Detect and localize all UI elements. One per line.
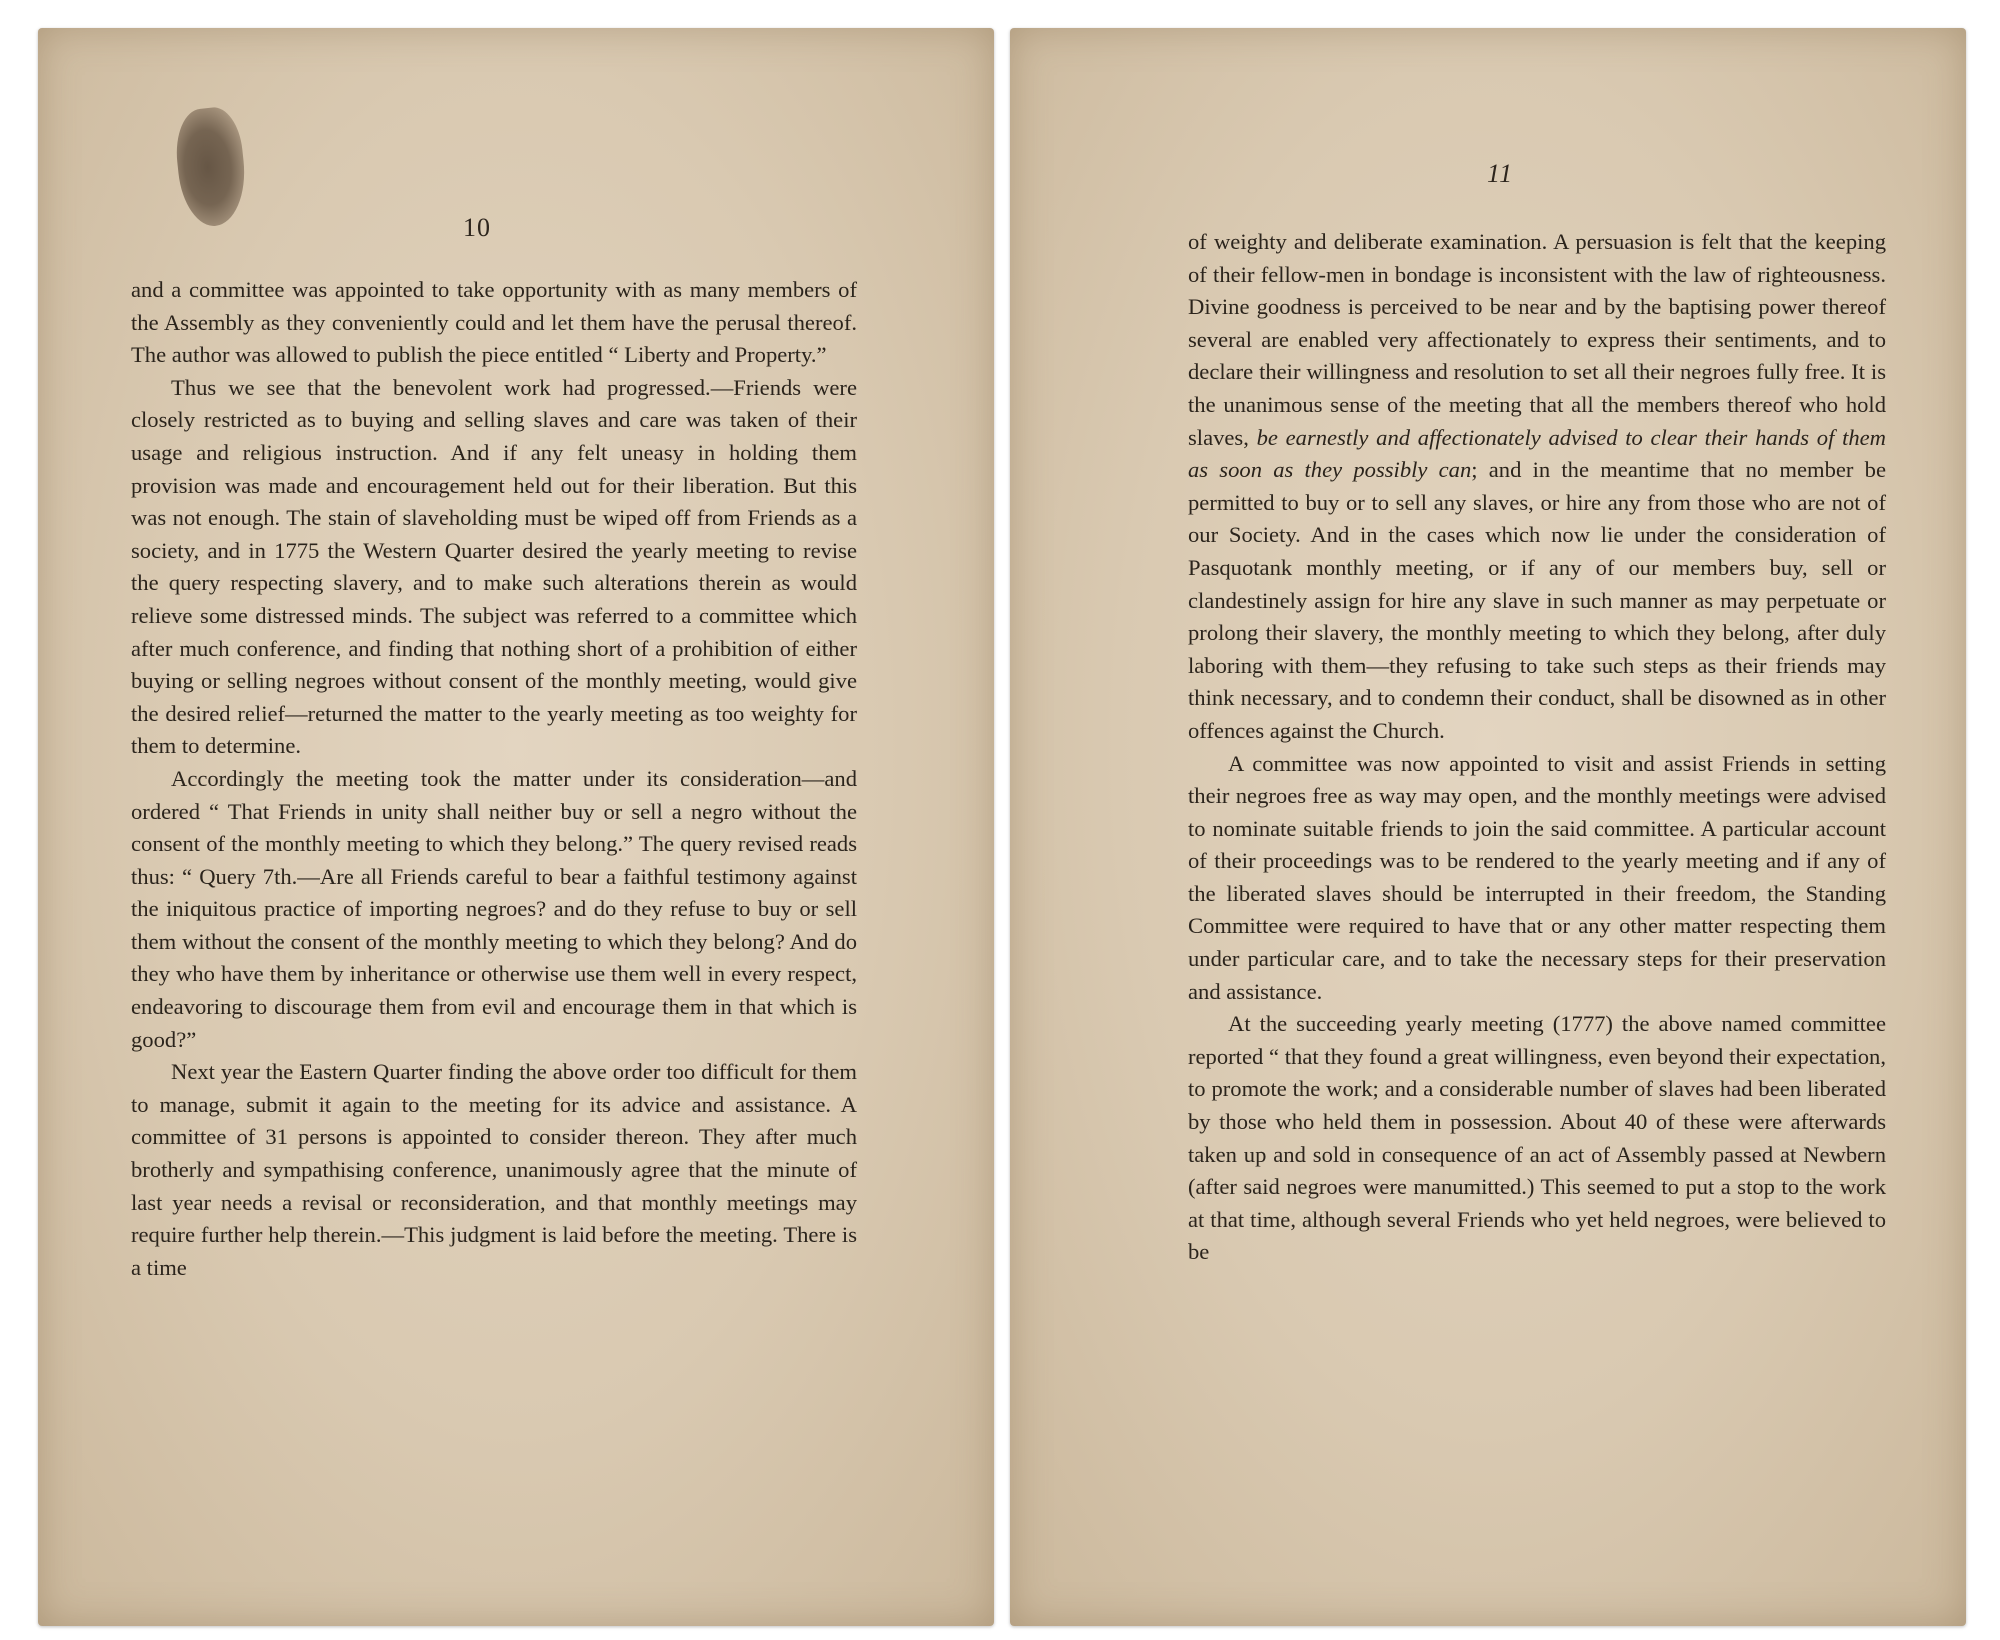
italic-emphasis: be earnestly and affectionately advised to clear their hands of them as soon as they possibly can xyxy=(1188,424,1886,483)
paragraph: Thus we see that the benevolent work had progressed.—Friends were closely restricted as to buying and selling slaves and care was taken of their usage and religious instruction. And if any felt uneasy in holding them provision was made and encouragement held out for their liberation. But this was not enough. The stain of slaveholding must be wiped off from Friends as a society, and in 1775 the Western Quarter desired the yearly meeting to revise the query respecting slavery, and to make such alterations therein as would relieve some distressed minds. The subject was referred to a committee which after much conference, and finding that nothing short of a prohibition of either buying or selling negroes without consent of the monthly meeting, would give the desired relief—returned the matter to the yearly meeting as too weighty for them to determine. xyxy=(131,374,857,759)
paragraph-text: ; and in the meantime that no member be permitted to buy or to sell any slaves, or hire any from those who are not of our Society. And in the cases which now lie under the consideration of Pasquotank monthly meeting, or if any of our members buy, sell or clandestinely assign for hire any slave in such manner as may perpetuate or prolong their slavery, the monthly meeting to which they belong, after duly laboring with them—they refusing to take such steps as their friends may think necessary, and to condemn their conduct, shall be disowned as in other offences against the Church. xyxy=(1188,457,1886,743)
page-number-right: 11 xyxy=(1487,159,1514,188)
right-page-text xyxy=(1188,226,1886,1269)
paragraph: A committee was now appointed to visit and assist Friends in setting their negroes free as way may open, and the monthly meetings were advised to nominate suitable friends to join the said committee. A particular account of their proceedings was to be rendered to the yearly meeting and if any of the liberated slaves should be interrupted in their freedom, the Standing Committee were required to have that or any other matter respecting them under particular care, and to take the necessary steps for their preservation and assistance. xyxy=(1188,750,1886,1004)
page-number-left: 10 xyxy=(463,213,491,242)
paragraph: Accordingly the meeting took the matter under its consideration—and ordered “ That Friends in unity shall neither buy or sell a negro without the consent of the monthly meeting to which they belong.” The query revised reads thus: “ Query 7th.—Are all Friends careful to bear a faithful testimony against the iniquitous practice of importing negroes? and do they refuse to buy or sell them without the consent of the monthly meeting to which they belong? And do they who have them by inheritance or otherwise use them well in every respect, endeavoring to discourage them from evil and encourage them in that which is good?” xyxy=(131,765,857,1052)
paragraph-text: of weighty and deliberate examination. A persuasion is felt that the keeping of their fellow-men in bondage is inconsistent with the law of righteousness. Divine goodness is perceived to be near and by the baptising power thereof several are enabled very affectionately to express their sentiments, and to declare their willingness and resolution to set all their negroes fully free. It is the unanimous sense of the meeting that all the members thereof who hold slaves, xyxy=(1188,229,1886,450)
paragraph xyxy=(1188,226,1886,748)
paragraph: Next year the Eastern Quarter finding the above order too difficult for them to manage, submit it again to the meeting for its advice and assistance. A committee of 31 persons is appointed to consider thereon. They after much brotherly and sympathising conference, unanimously agree that the minute of last year needs a revisal or reconsideration, and that monthly meetings may require further help therein.—This judgment is laid before the meeting. There is a time xyxy=(131,1059,857,1280)
ink-stain xyxy=(172,105,250,229)
paragraph: and a committee was appointed to take opportunity with as many members of the Assembly as they conveniently could and let them have the perusal thereof. The author was allowed to publish the piece entitled “ Liberty and Property.” xyxy=(131,277,857,368)
left-page-text xyxy=(131,274,857,1284)
right-page xyxy=(1010,28,1966,1626)
left-page xyxy=(38,28,994,1626)
paragraph: At the succeeding yearly meeting (1777) the above named committee reported “ that they found a great willingness, even beyond their expectation, to promote the work; and a considerable number of slaves had been liberated by those who held them in possession. About 40 of these were afterwards taken up and sold in consequence of an act of Assembly passed at Newbern (after said negroes were manumitted.) This seemed to put a stop to the work at that time, although several Friends who yet held negroes, were believed to be xyxy=(1188,1011,1886,1265)
